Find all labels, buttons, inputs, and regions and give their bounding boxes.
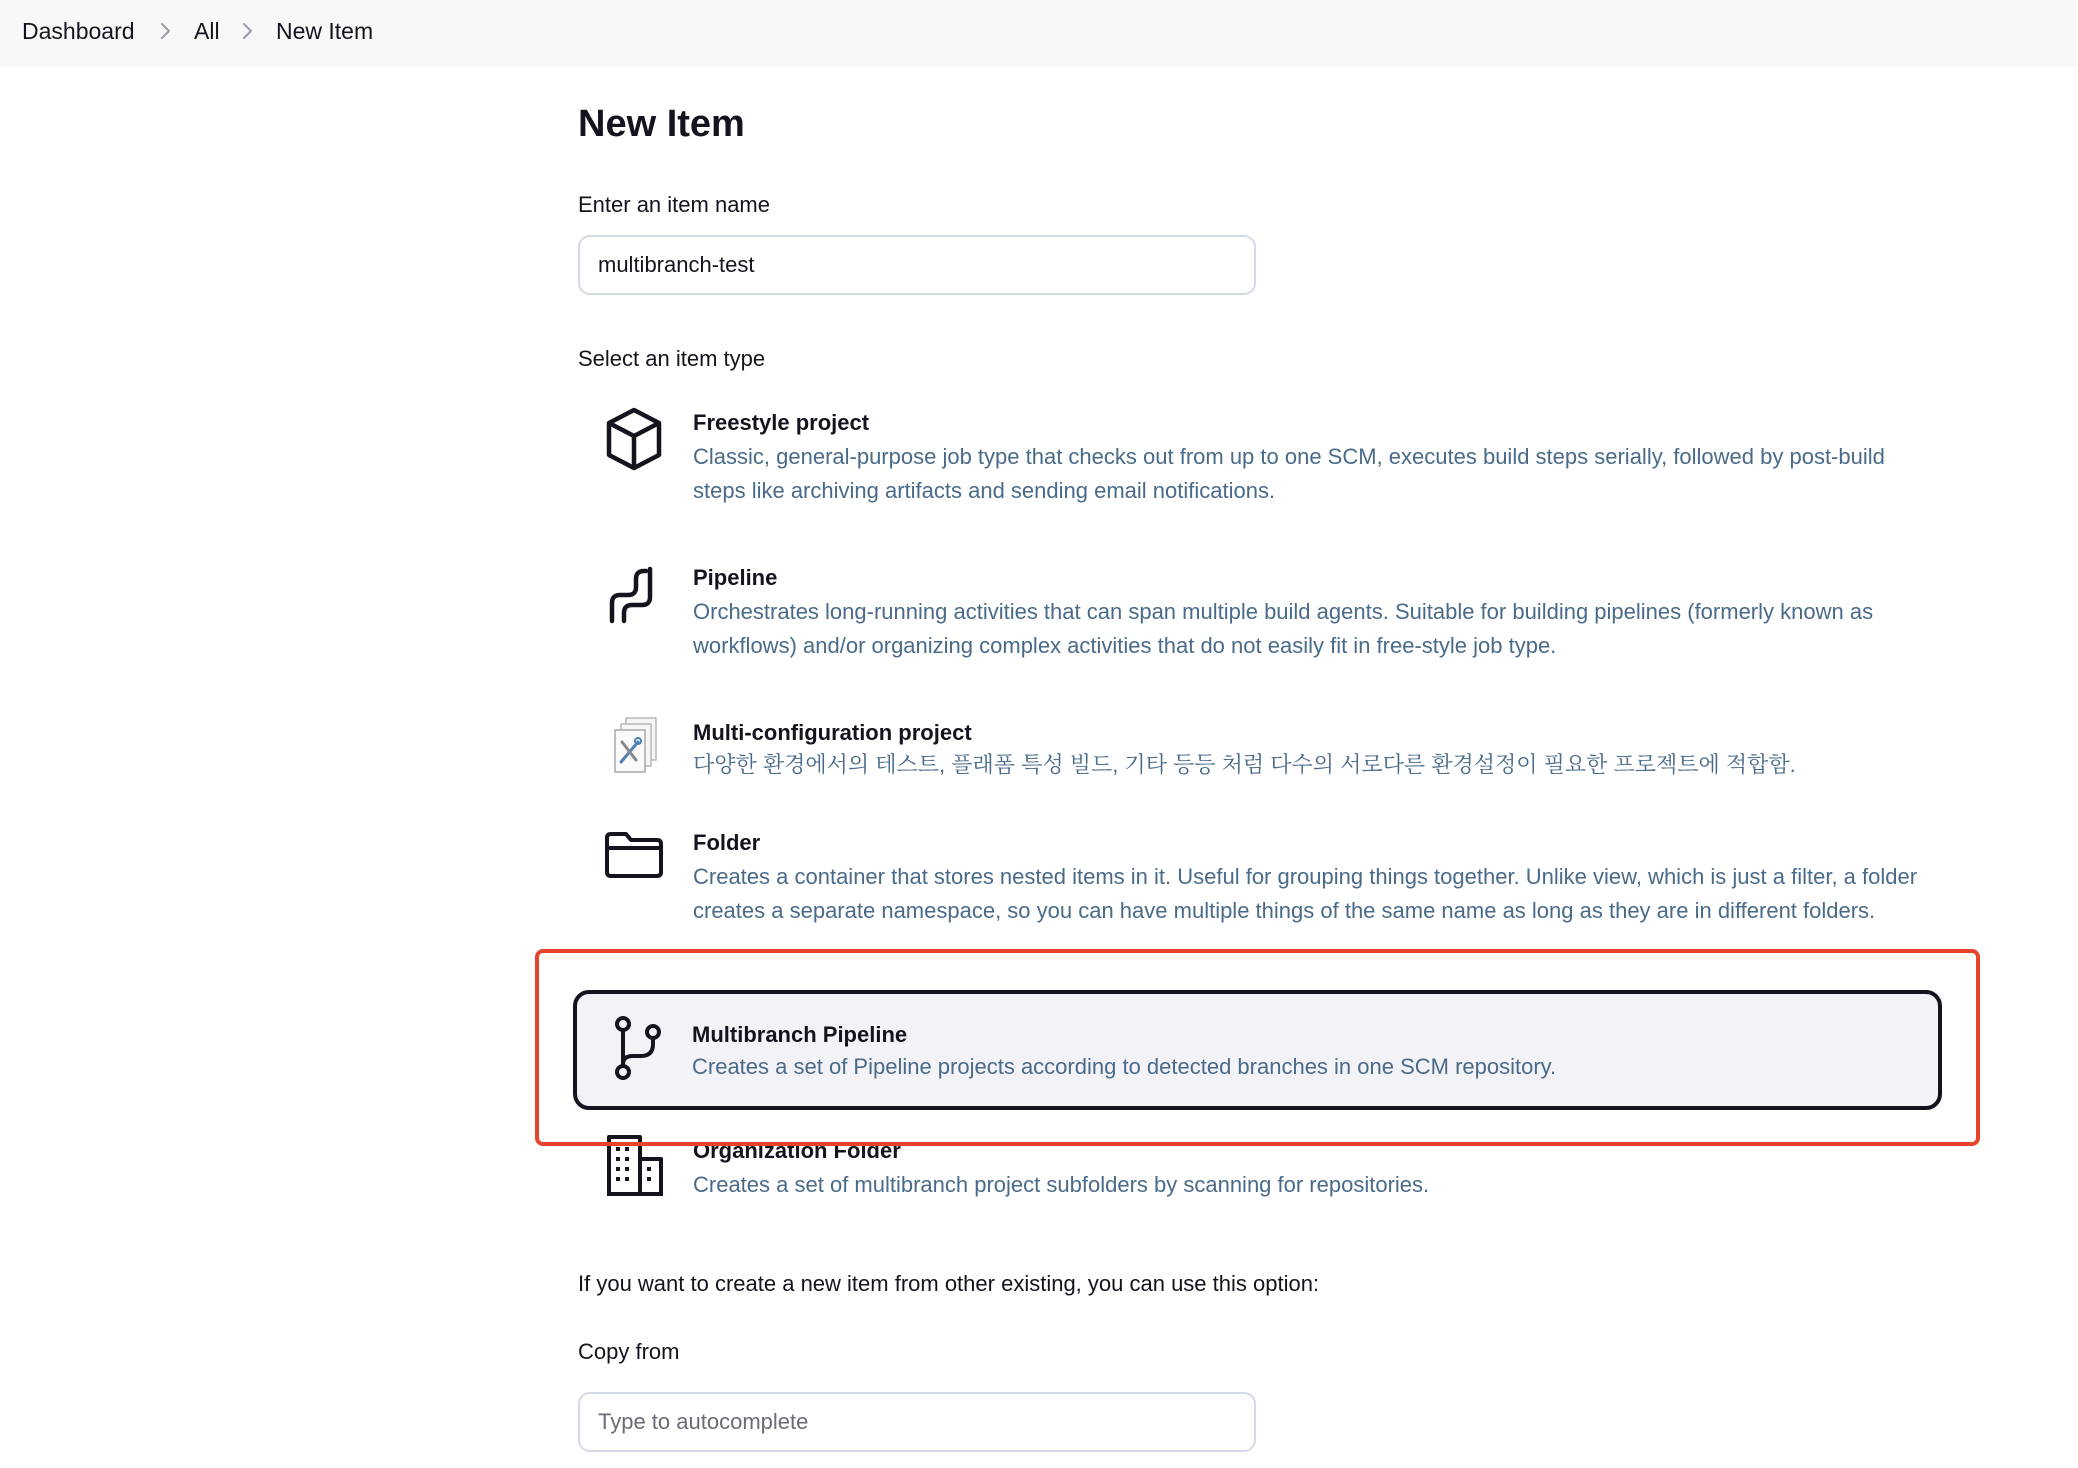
item-title: Freestyle project [693,410,870,435]
folder-icon [604,830,664,880]
item-description: Creates a set of multibranch project subfolders by scanning for repositories. [693,1172,1430,1197]
pipeline-icon [608,565,664,625]
item-description: Creates a set of Pipeline projects according to detected branches in one SCM repository. [692,1054,1557,1079]
item-name-label: Enter an item name [578,192,770,217]
item-title: Organization Folder [693,1138,901,1163]
page-title: New Item [578,103,745,145]
breadcrumb-new-item[interactable]: New Item [276,18,374,44]
item-description: Orchestrates long-running activities that can span multiple build agents. Suitable for building pipelines (formerly known as workflows) and/or organizing complex activities that do not easily fit in free-style job type. [693,599,1874,658]
item-title: Multi-configuration project [693,720,972,745]
item-description: Creates a container that stores nested items in it. Useful for grouping things together. Unlike view, which is just a filter, a folder creates a separate namespace, so you can have multiple things of the same name as long as they are in different folders. [693,864,1918,923]
item-title: Folder [693,830,761,855]
breadcrumb [0,0,2078,66]
item-description: Classic, general-purpose job type that checks out from up to one SCM, executes build steps serially, followed by post-build steps like archiving artifacts and sending email notifications. [693,444,1885,503]
package-icon [604,406,664,472]
copy-from-input[interactable] [578,1392,1256,1452]
multi-config-icon [612,716,660,776]
item-type-multi-configuration[interactable] [578,710,1940,800]
copy-from-hint: If you want to create a new item from other existing, you can use this option: [578,1271,1320,1296]
branch-icon [613,1016,663,1080]
item-title: Multibranch Pipeline [692,1022,908,1047]
item-type-folder[interactable] [578,820,1940,951]
item-name-input[interactable] [578,235,1256,295]
item-description: 다양한 환경에서의 테스트, 플래폼 특성 빌드, 기타 등등 처럼 다수의 서로다른 환경설정이 필요한 프로젝트에 적합함. [693,752,1796,777]
item-type-organization-folder[interactable] [578,1120,1940,1200]
item-title: Pipeline [693,565,778,590]
item-type-label: Select an item type [578,346,766,371]
building-icon [606,1133,664,1197]
chevron-right-icon [236,19,258,43]
chevron-right-icon [154,19,176,43]
item-type-multibranch-pipeline[interactable] [573,990,1942,1110]
breadcrumb-all[interactable]: All [194,18,220,44]
item-type-freestyle[interactable] [578,400,1940,520]
breadcrumb-dashboard[interactable]: Dashboard [22,18,135,44]
item-type-pipeline[interactable] [578,555,1940,675]
copy-from-label: Copy from [578,1339,680,1364]
